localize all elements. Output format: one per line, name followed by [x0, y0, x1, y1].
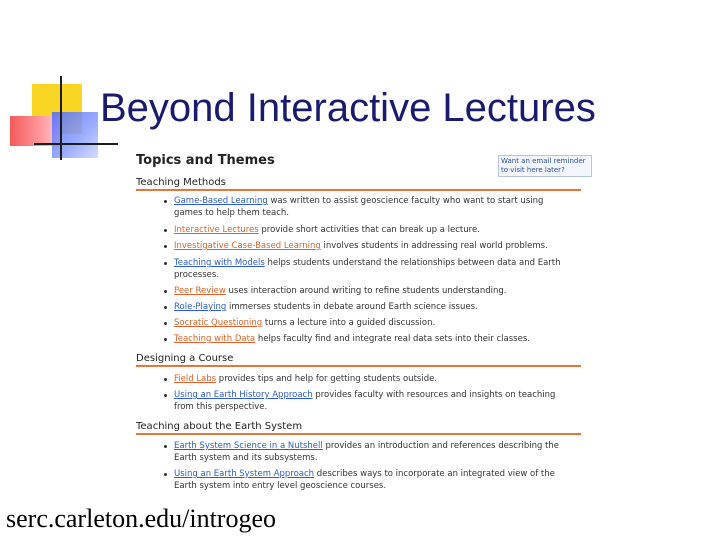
link-earth-system-science-nutshell[interactable]: Earth System Science in a Nutshell: [174, 441, 323, 451]
list-item: [174, 389, 574, 413]
list-item: [174, 240, 574, 252]
list-item: [174, 224, 574, 236]
email-reminder-link[interactable]: [498, 155, 592, 177]
logo-vertical-line: [60, 76, 62, 160]
section-heading-earth-system: Teaching about the Earth System: [136, 421, 581, 435]
link-interactive-lectures[interactable]: Interactive Lectures: [174, 225, 259, 235]
reminder-line-1: Want an email reminder: [501, 157, 586, 165]
reminder-line-2: to visit here later?: [501, 166, 565, 174]
list-item: [174, 195, 574, 219]
webpage-screenshot: [134, 148, 590, 498]
link-investigative-case-based-learning[interactable]: Investigative Case-Based Learning: [174, 241, 321, 251]
list-item: [174, 285, 574, 297]
link-teaching-with-data[interactable]: Teaching with Data: [174, 334, 256, 344]
list-item: [174, 317, 574, 329]
item-description: was written to assist geoscience faculty who want to start using games to help them teach.: [174, 196, 544, 218]
link-field-labs[interactable]: Field Labs: [174, 374, 217, 384]
slide-title: Beyond Interactive Lectures: [100, 86, 596, 130]
footer-url: serc.carleton.edu/introgeo: [6, 504, 276, 533]
list-item: [174, 333, 574, 345]
item-description: uses interaction around writing to refine students understanding.: [225, 286, 507, 296]
link-earth-history-approach[interactable]: Using an Earth History Approach: [174, 390, 313, 400]
section-heading-teaching-methods: Teaching Methods: [136, 177, 581, 191]
link-earth-system-approach[interactable]: Using an Earth System Approach: [174, 469, 315, 479]
list-item: [174, 440, 574, 464]
logo-horizontal-line: [34, 143, 118, 145]
item-description: involves students in addressing real world problems.: [320, 241, 548, 251]
link-peer-review[interactable]: Peer Review: [174, 286, 226, 296]
item-description: turns a lecture into a guided discussion.: [262, 318, 436, 328]
item-description: immerses students in debate around Earth science issues.: [226, 302, 478, 312]
item-description: describes ways to incorporate an integrated view of the Earth system into entry level geoscience courses.: [174, 469, 555, 491]
section-heading-designing-a-course: Designing a Course: [136, 353, 581, 367]
link-teaching-with-models[interactable]: Teaching with Models: [174, 258, 265, 268]
item-description: helps students understand the relationships between data and Earth processes.: [174, 258, 561, 280]
list-item: [174, 373, 574, 385]
page-heading: Topics and Themes: [136, 153, 275, 168]
item-description: provides faculty with resources and insights on teaching from this perspective.: [174, 390, 556, 412]
logo-blue-square: [52, 112, 98, 158]
list-item: [174, 301, 574, 313]
link-socratic-questioning[interactable]: Socratic Questioning: [174, 318, 263, 328]
item-description: provides tips and help for getting students outside.: [216, 374, 438, 384]
list-item: [174, 468, 574, 492]
item-description: provide short activities that can break up a lecture.: [258, 225, 480, 235]
list-item: [174, 257, 574, 281]
link-game-based-learning[interactable]: Game-Based Learning: [174, 196, 268, 206]
link-role-playing[interactable]: Role-Playing: [174, 302, 227, 312]
item-description: provides an introduction and references describing the Earth system and its subsystems.: [174, 441, 560, 463]
item-description: helps faculty find and integrate real data sets into their classes.: [255, 334, 530, 344]
